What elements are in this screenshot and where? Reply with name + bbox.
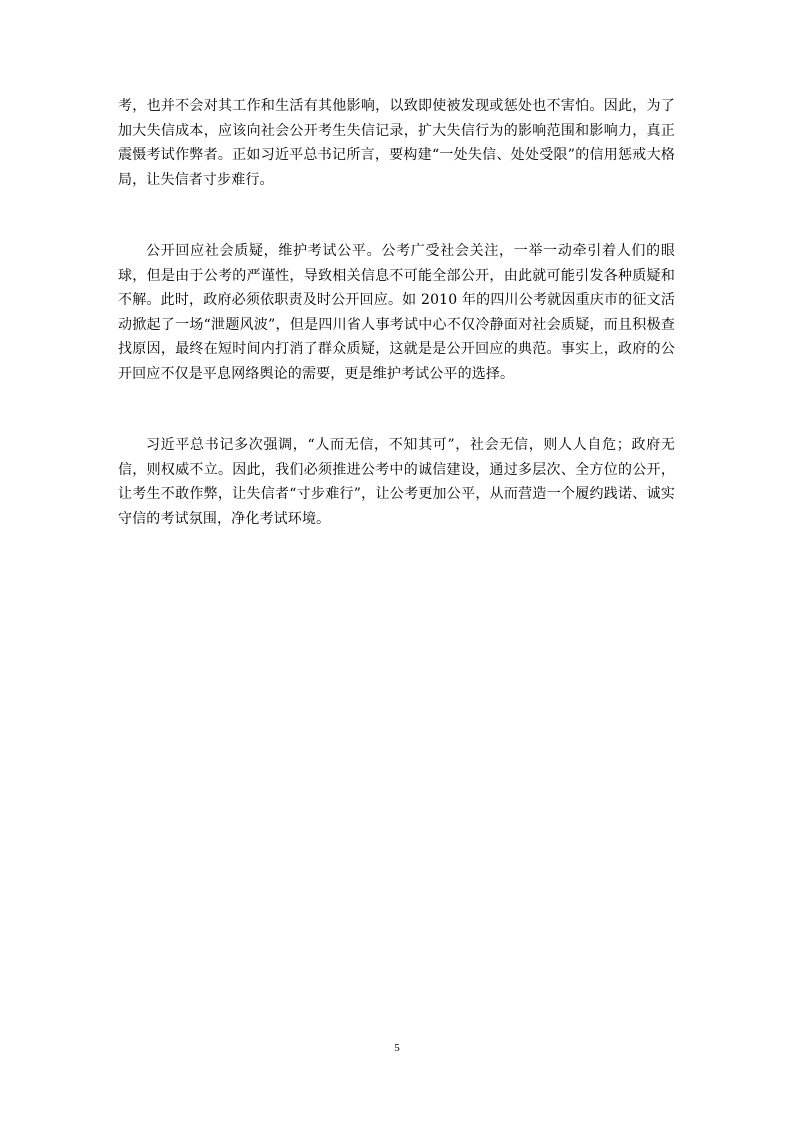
document-body bbox=[118, 94, 675, 531]
page-number: 5 bbox=[394, 1042, 400, 1054]
paragraph-public-response: 公开回应社会质疑，维护考试公平。公考广受社会关注，一举一动牵引着人们的眼球，但是由于公考的严谨性，导致相关信息不可能全部公开，由此就可能引发各种质疑和不解。此时，政府必须依职责及时公开回应。如 2010 年的四川公考就因重庆市的征文活动掀起了一场“泄题风波”，但是四川省人事考试中心不仅冷静面对社会质疑，而且积极查找原因，最终在短时间内打消了群众质疑，这就是是公开回应的典范。事实上，政府的公开回应不仅是平息网络舆论的需要，更是维护考试公平的选择。 bbox=[118, 243, 675, 382]
paragraph-continuation: 考，也并不会对其工作和生活有其他影响，以致即使被发现或惩处也不害怕。因此，为了加大失信成本，应该向社会公开考生失信记录，扩大失信行为的影响范围和影响力，真正震慑考试作弊者。正如习近平总书记所言，要构建“一处失信、处处受限”的信用惩戒大格局，让失信者寸步难行。 bbox=[118, 98, 675, 188]
paragraph-conclusion: 习近平总书记多次强调，“人而无信，不知其可”，社会无信，则人人自危；政府无信，则权威不立。因此，我们必须推进公考中的诚信建设，通过多层次、全方位的公开，让考生不敢作弊，让失信者“寸步难行”，让公考更加公平，从而营造一个履约践诺、诚实守信的考试氛围，净化考试环境。 bbox=[118, 437, 675, 527]
